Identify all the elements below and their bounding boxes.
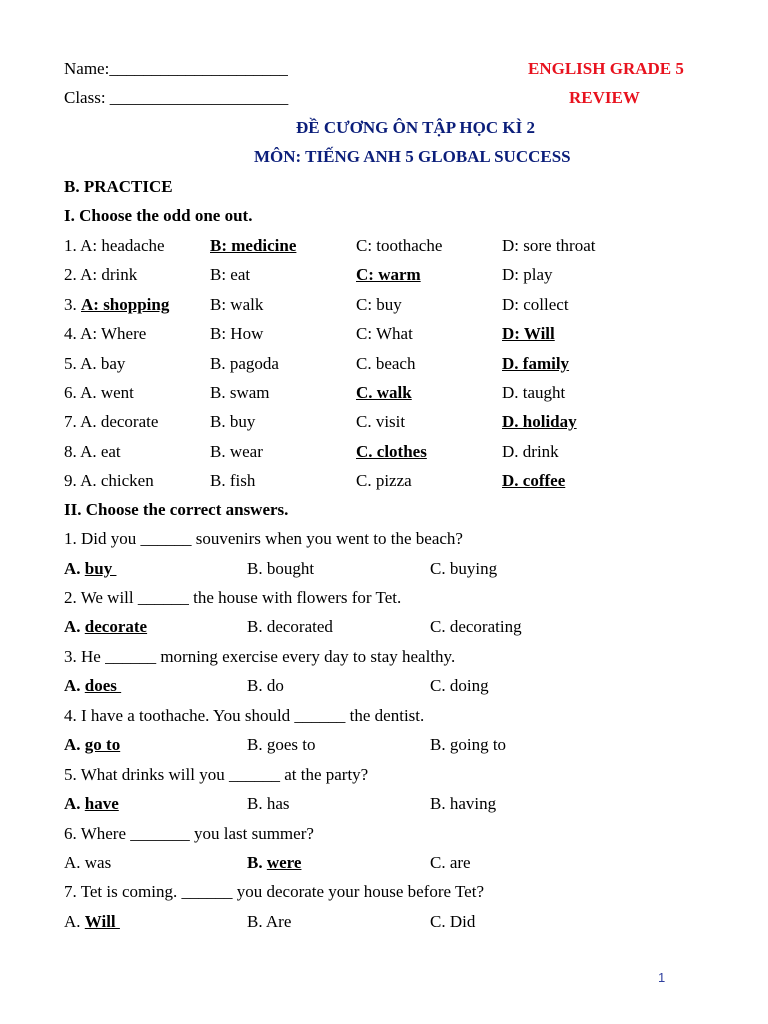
answer-option-highlighted: buy: [84, 558, 117, 578]
option-letter: C.: [430, 911, 450, 931]
answer-option: [64, 851, 111, 875]
option-text: D: sore throat: [502, 236, 596, 255]
answer-option: [247, 910, 291, 934]
odd-one-out-option: [64, 381, 134, 405]
odd-one-out-option: [502, 381, 565, 405]
odd-one-out-option: [502, 352, 569, 376]
option-letter: C.: [430, 676, 450, 696]
answer-option-highlighted: D. coffee: [502, 471, 566, 491]
odd-one-out-option: [64, 469, 154, 493]
answer-option-highlighted: A: shopping: [81, 294, 170, 314]
odd-one-out-option: [356, 322, 413, 346]
option-text: doing: [449, 676, 489, 696]
question-number: 6.: [64, 383, 81, 402]
option-text: B. swam: [210, 383, 270, 402]
answer-option: [430, 557, 497, 581]
option-text: D: collect: [502, 294, 569, 314]
odd-one-out-option: [64, 352, 125, 376]
option-letter: B.: [247, 911, 266, 931]
answer-option: [430, 733, 506, 757]
option-text: do: [266, 676, 284, 696]
odd-one-out-option: [502, 293, 569, 317]
option-text: was: [84, 853, 112, 872]
question-text: 5. What drinks will you ______ at the party?: [64, 764, 369, 784]
answer-option: [247, 615, 333, 639]
answer-option: [247, 733, 315, 757]
odd-one-out-option: [356, 440, 427, 464]
name-field-line: Name:_____________________: [64, 59, 288, 78]
question-text: 3. He ______ morning exercise every day to stay healthy.: [64, 646, 456, 666]
section-heading: B. PRACTICE: [64, 177, 173, 196]
answer-option-highlighted: does: [84, 676, 122, 696]
question-number: 7.: [64, 412, 81, 432]
subject-title: MÔN: TIẾNG ANH 5 GLOBAL SUCCESS: [254, 147, 571, 166]
answer-option: [247, 557, 314, 581]
answer-option: [430, 674, 489, 698]
odd-one-out-option: [356, 263, 421, 287]
option-text: C: buy: [356, 294, 402, 314]
option-text: B. buy: [210, 412, 256, 432]
odd-one-out-option: [64, 322, 146, 346]
option-letter: A.: [64, 676, 85, 696]
part1-heading: I. Choose the odd one out.: [64, 206, 253, 225]
option-text: C. pizza: [356, 471, 412, 491]
option-letter: A.: [64, 794, 85, 814]
option-text: B. fish: [210, 471, 256, 491]
option-text: going to: [449, 735, 507, 755]
option-text: D. drink: [502, 441, 559, 461]
option-letter: A.: [64, 558, 85, 578]
option-text: bought: [266, 558, 315, 578]
option-text: decorating: [449, 617, 522, 637]
option-text: A. decorate: [80, 412, 159, 432]
option-letter: B.: [247, 794, 267, 814]
odd-one-out-option: [502, 440, 559, 464]
odd-one-out-option: [356, 410, 405, 434]
odd-one-out-option: [356, 469, 412, 493]
answer-option: [64, 910, 120, 934]
answer-option-highlighted: D: Will: [502, 324, 555, 344]
option-text: A. went: [80, 383, 134, 402]
option-text: has: [266, 794, 290, 814]
answer-option-highlighted: D. family: [502, 353, 570, 373]
option-letter: B.: [247, 558, 267, 578]
odd-one-out-option: [64, 440, 121, 464]
option-text: B: How: [210, 324, 264, 344]
document-title: ĐỀ CƯƠNG ÔN TẬP HỌC KÌ 2: [296, 118, 535, 137]
answer-option: [64, 792, 119, 816]
answer-option: [430, 792, 496, 816]
answer-option: [247, 674, 284, 698]
option-text: D. taught: [502, 383, 566, 402]
option-text: C. beach: [356, 353, 416, 373]
option-text: A. bay: [80, 353, 126, 373]
option-text: are: [449, 853, 471, 872]
question-text: 4. I have a toothache. You should ______ the dentist.: [64, 705, 425, 725]
part2-heading: II. Choose the correct answers.: [64, 500, 289, 519]
option-text: having: [449, 794, 497, 814]
answer-option-highlighted: C: warm: [356, 265, 421, 285]
answer-option-highlighted: C. walk: [356, 383, 412, 402]
odd-one-out-option: [210, 234, 296, 258]
option-text: A. eat: [80, 441, 121, 461]
odd-one-out-option: [64, 293, 169, 317]
option-text: B: walk: [210, 294, 264, 314]
answer-option: [430, 615, 522, 639]
option-letter: B.: [430, 794, 450, 814]
option-text: D: play: [502, 265, 553, 285]
answer-option-highlighted: decorate: [84, 617, 148, 637]
answer-option-highlighted: B: medicine: [210, 236, 297, 255]
option-letter: C.: [430, 853, 450, 872]
answer-option-highlighted: C. clothes: [356, 441, 427, 461]
option-letter: B.: [430, 735, 450, 755]
answer-option-highlighted: have: [84, 794, 119, 814]
answer-option-highlighted: go to: [84, 735, 121, 755]
question-text: 1. Did you ______ souvenirs when you went to the beach?: [64, 529, 463, 548]
question-number: 1.: [64, 236, 81, 255]
question-number: 2.: [64, 265, 81, 285]
option-text: C. visit: [356, 412, 406, 432]
option-text: B: eat: [210, 265, 251, 285]
answer-option: [430, 910, 475, 934]
odd-one-out-option: [502, 263, 553, 287]
question-number: 3.: [64, 294, 81, 314]
odd-one-out-option: [210, 293, 263, 317]
option-letter: A.: [64, 853, 85, 872]
answer-option: [64, 733, 120, 757]
option-text: goes to: [266, 735, 316, 755]
option-text: B. wear: [210, 441, 263, 461]
class-field-line: Class: _____________________: [64, 88, 289, 107]
odd-one-out-option: [210, 381, 270, 405]
answer-option: [64, 615, 147, 639]
answer-option-highlighted: Will: [84, 911, 120, 931]
odd-one-out-option: [210, 322, 263, 346]
odd-one-out-option: [356, 293, 402, 317]
question-number: 9.: [64, 471, 81, 491]
odd-one-out-option: [502, 234, 595, 258]
odd-one-out-option: [210, 410, 255, 434]
odd-one-out-option: [210, 352, 279, 376]
option-letter: A.: [64, 911, 85, 931]
option-text: decorated: [266, 617, 333, 637]
option-text: Are: [265, 911, 292, 931]
option-text: B. pagoda: [210, 353, 279, 373]
option-text: A: drink: [80, 265, 138, 285]
question-number: 4.: [64, 324, 81, 344]
question-number: 5.: [64, 353, 81, 373]
odd-one-out-option: [502, 322, 555, 346]
option-letter: B.: [247, 617, 267, 637]
option-text: Did: [449, 911, 476, 931]
review-label: REVIEW: [569, 88, 640, 107]
option-text: A: Where: [80, 324, 147, 344]
answer-option: [247, 851, 301, 875]
answer-option-highlighted: were: [266, 853, 302, 872]
odd-one-out-option: [356, 234, 442, 258]
answer-option: [64, 674, 121, 698]
option-letter: B.: [247, 853, 267, 872]
grade-label: ENGLISH GRADE 5: [528, 59, 684, 78]
option-letter: C.: [430, 558, 450, 578]
odd-one-out-option: [210, 469, 255, 493]
answer-option-highlighted: D. holiday: [502, 412, 577, 432]
odd-one-out-option: [502, 410, 577, 434]
odd-one-out-option: [210, 263, 250, 287]
answer-option: [64, 557, 116, 581]
option-letter: B.: [247, 735, 267, 755]
odd-one-out-option: [502, 469, 565, 493]
option-letter: A.: [64, 735, 85, 755]
option-letter: C.: [430, 617, 450, 637]
odd-one-out-option: [210, 440, 263, 464]
question-text: 7. Tet is coming. ______ you decorate your house before Tet?: [64, 882, 484, 902]
question-text: 2. We will ______ the house with flowers for Tet.: [64, 587, 402, 607]
odd-one-out-option: [64, 263, 137, 287]
odd-one-out-option: [356, 381, 412, 405]
option-text: A: headache: [80, 236, 165, 255]
answer-option: [430, 851, 471, 875]
option-letter: B.: [247, 676, 267, 696]
odd-one-out-option: [64, 234, 165, 258]
odd-one-out-option: [356, 352, 415, 376]
option-text: buying: [449, 558, 498, 578]
option-text: C: toothache: [356, 236, 443, 255]
question-number: 8.: [64, 441, 81, 461]
answer-option: [247, 792, 290, 816]
page-number: 1: [658, 970, 666, 985]
option-text: A. chicken: [80, 471, 154, 491]
odd-one-out-option: [64, 410, 158, 434]
question-text: 6. Where _______ you last summer?: [64, 823, 314, 843]
option-text: C: What: [356, 324, 413, 344]
option-letter: A.: [64, 617, 85, 637]
